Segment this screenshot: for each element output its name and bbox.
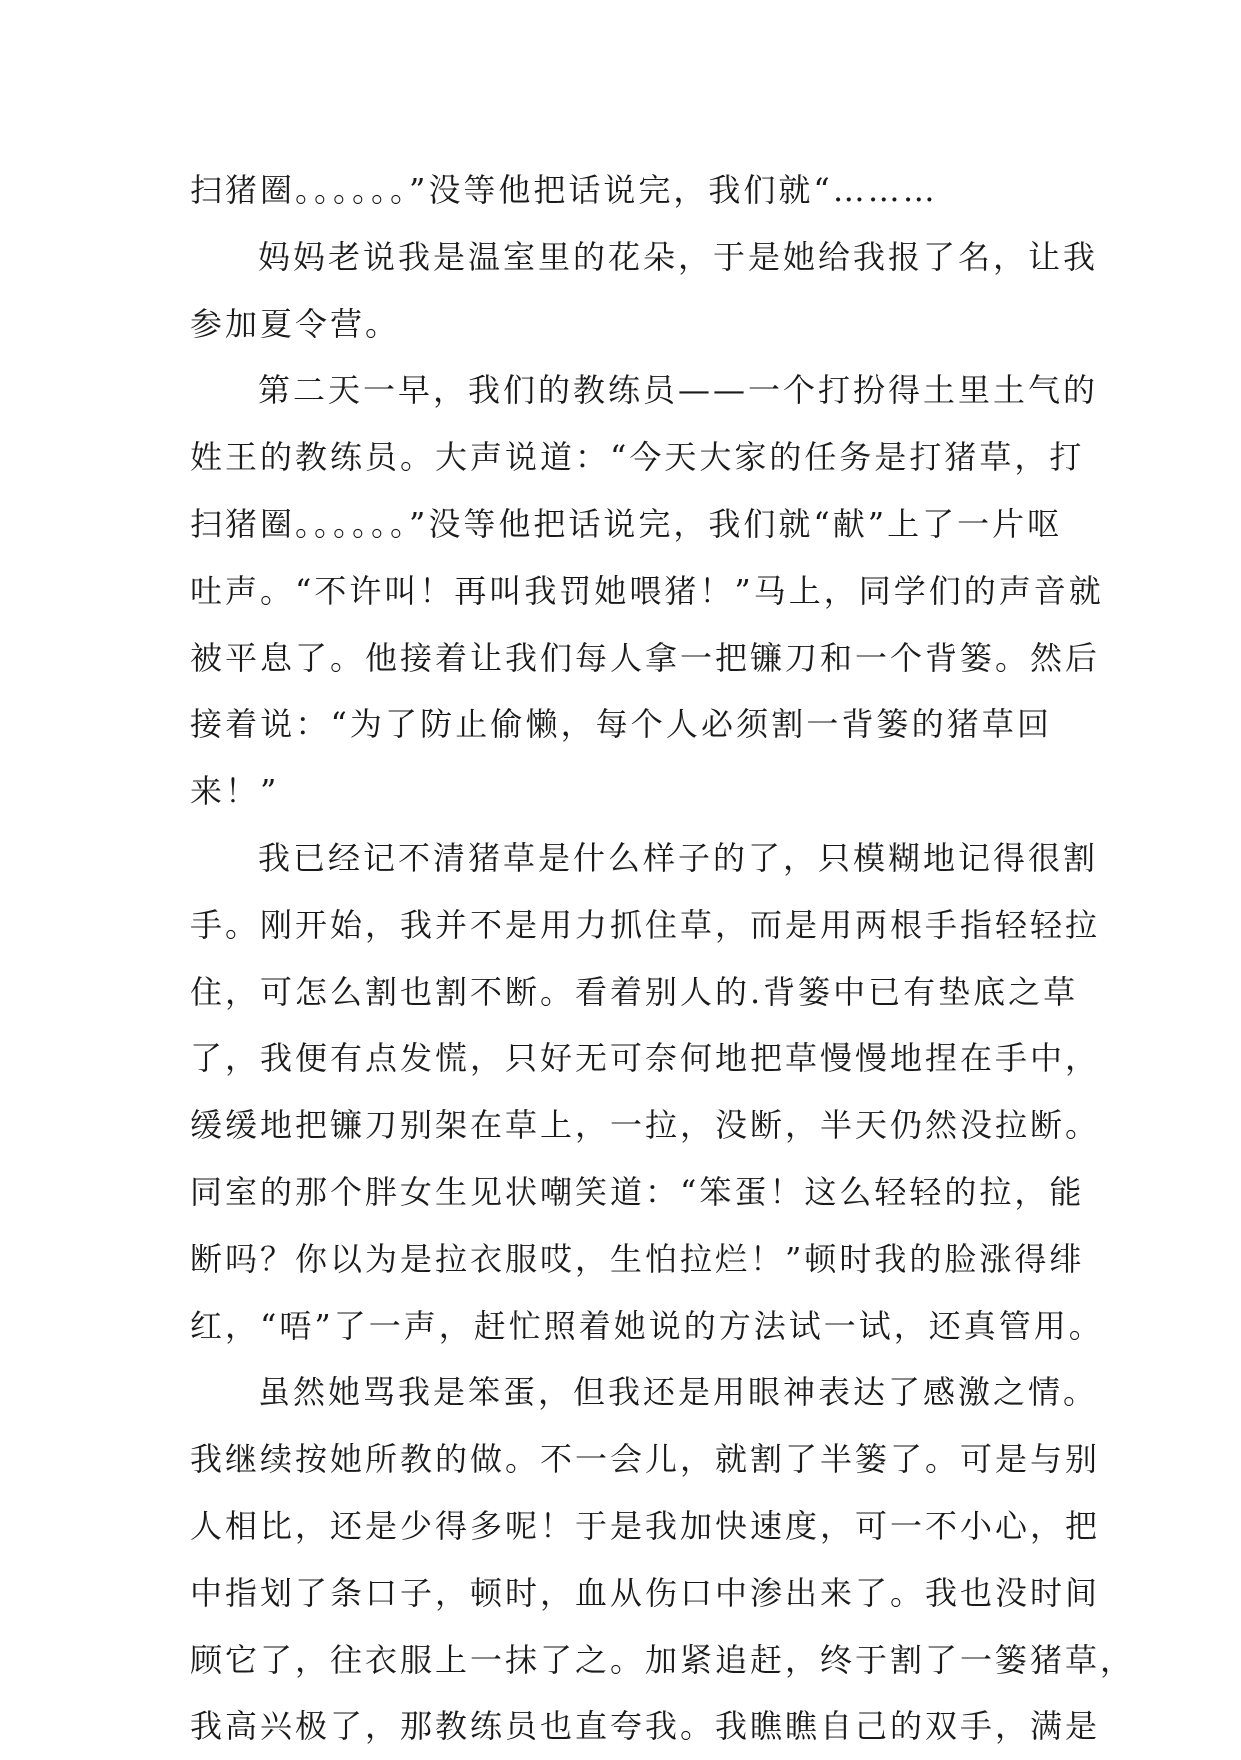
text-line: 扫猪圈。。。。。。”没等他把话说完，我们就“……… bbox=[190, 171, 938, 209]
text-line: 吐声。“不许叫！再叫我罚她喂猪！”马上，同学们的声音就 bbox=[190, 571, 1104, 610]
paragraph bbox=[190, 157, 1052, 224]
text-line: 妈妈老说我是温室里的花朵，于是她给我报了名，让我 bbox=[258, 237, 1099, 276]
text-line: 扫猪圈。。。。。。”没等他把话说完，我们就“献”上了一片呕 bbox=[190, 504, 1063, 543]
text-line: 顾它了，往衣服上一抹了之。加紧追赶，终于割了一篓猪草， bbox=[190, 1640, 1136, 1679]
text-line: 了，我便有点发慌，只好无可奈何地把草慢慢地捏在手中， bbox=[190, 1039, 1101, 1078]
paragraph bbox=[190, 357, 1104, 825]
paragraph bbox=[190, 1359, 1136, 1760]
text-line: 来！” bbox=[190, 772, 280, 811]
text-line: 第二天一早，我们的教练员——一个打扮得土里土气的 bbox=[258, 371, 1099, 410]
text-line: 被平息了。他接着让我们每人拿一把镰刀和一个背篓。然后 bbox=[190, 638, 1101, 677]
text-line: 虽然她骂我是笨蛋，但我还是用眼神表达了感激之情。 bbox=[258, 1373, 1099, 1412]
text-line: 我高兴极了，那教练员也直夸我。我瞧瞧自己的双手，满是 bbox=[190, 1707, 1101, 1746]
text-line: 断吗？你以为是拉衣服哎，生怕拉烂！”顿时我的脸涨得绯 bbox=[190, 1239, 1085, 1278]
text-line: 参加夏令营。 bbox=[190, 304, 401, 343]
paragraph bbox=[190, 825, 1104, 1359]
text-line: 同室的那个胖女生见状嘲笑道：“笨蛋！这么轻轻的拉，能 bbox=[190, 1172, 1085, 1211]
text-line: 接着说：“为了防止偷懒，每个人必须割一背篓的猪草回 bbox=[190, 705, 1052, 744]
text-line: 手。刚开始，我并不是用力抓住草，而是用两根手指轻轻拉 bbox=[190, 905, 1101, 944]
text-line: 姓王的教练员。大声说道：“今天大家的任务是打猪草，打 bbox=[190, 438, 1085, 477]
text-line: 中指划了条口子，顿时，血从伤口中渗出来了。我也没时间 bbox=[190, 1573, 1101, 1612]
text-line: 我继续按她所教的做。不一会儿，就割了半篓了。可是与别 bbox=[190, 1440, 1101, 1479]
text-line: 住，可怎么割也割不断。看着别人的.背篓中已有垫底之草 bbox=[190, 972, 1079, 1011]
document-body bbox=[190, 157, 1136, 1760]
text-line: 缓缓地把镰刀别架在草上，一拉，没断，半天仍然没拉断。 bbox=[190, 1106, 1101, 1145]
text-line: 人相比，还是少得多呢！于是我加快速度，可一不小心，把 bbox=[190, 1506, 1101, 1545]
paragraph bbox=[190, 224, 1099, 358]
text-line: 红，“唔”了一声，赶忙照着她说的方法试一试，还真管用。 bbox=[190, 1306, 1104, 1345]
text-line: 我已经记不清猪草是什么样子的了，只模糊地记得很割 bbox=[258, 838, 1099, 877]
